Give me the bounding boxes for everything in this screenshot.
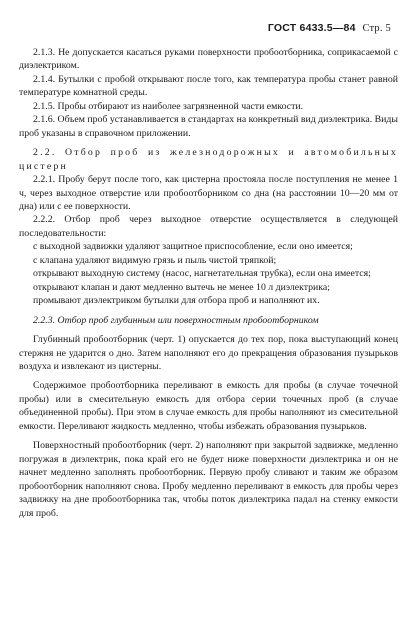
paragraph-transfer: Содержимое пробоотборника переливают в емкость для пробы (в случае точечной пробы) или в смесительную емкость для отбора серии точечных проб (в случае объединенной пробы). При этом в случае емкость для пробы наполняют из смесительной емкости. Переливают жидкость медленно, чтобы избежать образования пузырьков. (19, 380, 398, 432)
paragraph-surface-sampler: Поверхностный пробоотборник (черт. 2) наполняют при закрытой задвижке, медленно погружая в диэлектрик, пока край его не будет ниже поверхности диэлектрика и он не начнет медленно заполнять пробоотборник. Первую пробу сливают и таким же образом пробоотборник наполняют снова. Пробу медленно переливают в емкость для пробы через задвижку на дне пробоотборника так, чтобы поток диэлектрика падал на стенку емкости для проб. (19, 440, 398, 519)
list-item: с выходной задвижки удаляют защитное приспособление, если оно имеется; (33, 241, 353, 253)
list-item: с клапана удаляют видимую грязь и пыль чистой тряпкой; (33, 254, 277, 266)
list-item: открывают выходную систему (насос, нагнетательная трубка), если она имеется; (33, 268, 371, 280)
paragraph-deep-sampler: Глубинный пробоотборник (черт. 1) опускается до тех пор, пока выступающий конец стержня не ударится о дно. Затем наполняют его до прекращения образования пузырьков воздуха и извлекают из цистерны. (19, 334, 398, 372)
list-item: промывают диэлектриком бутылки для отбора проб и наполняют их. (33, 295, 320, 307)
clause-2-2-1: 2.2.1. Пробу берут после того, как цистерна простояла после поступления не менее 1 ч, через выходное отверстие или пробоотборником со дна (на расстоянии 10—20 мм от дна) или с ее поверхности. (19, 174, 398, 212)
subsection-heading-2-2-3: 2.2.3. Отбор проб глубинным или поверхностным пробоотборником (33, 314, 319, 326)
clause-2-1-6: 2.1.6. Объем проб устанавливается в стандартах на конкретный вид диэлектрика. Виды проб указаны в справочном приложении. (19, 114, 398, 139)
standard-number: ГОСТ 6433.5—84 (267, 22, 356, 34)
clause-2-2-2: 2.2.2. Отбор проб через выходное отверстие осуществляется в следующей последовательности: (19, 214, 398, 239)
body-text (19, 46, 398, 520)
list-item: открывают клапан и дают медленно вытечь не менее 10 л диэлектрика; (33, 281, 330, 293)
clause-2-1-3: 2.1.3. Не допускается касаться руками поверхности пробоотборника, соприкасаемой с диэлектриком. (19, 47, 398, 72)
clause-2-1-4: 2.1.4. Бутылки с пробой открывают после того, как температура пробы станет равной температуре комнатной среды. (19, 73, 398, 99)
page-number: Стр. 5 (362, 23, 391, 34)
section-heading-2-2: 2.2. Отбор проб из железнодорожных и автомобильных цистерн (19, 147, 398, 172)
page-header (268, 22, 391, 34)
clause-2-1-5: 2.1.5. Пробы отбирают из наиболее загрязненной части емкости. (33, 100, 304, 112)
